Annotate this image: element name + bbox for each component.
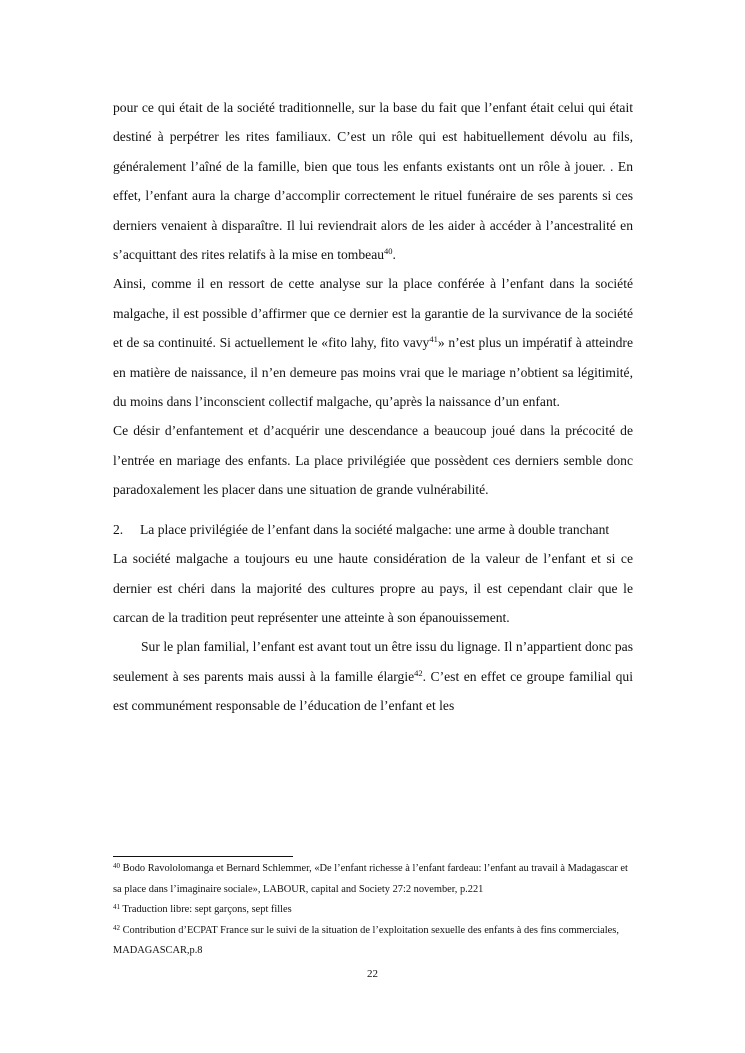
section-heading-title: La place privilégiée de l’enfant dans la société malgache: une arme à double tranchant <box>140 521 610 537</box>
footnote-number: 42 <box>113 923 120 932</box>
footnote-number: 40 <box>113 862 120 870</box>
paragraph-survivance <box>113 269 633 416</box>
footnote-number: 41 <box>113 903 120 911</box>
paragraph-survivance-text-b: » n’est plus un impératif à atteindre en matière de naissance, il n’en demeure pas moins vrai que le mariage n’obtient sa légitimité, du moins dans l’inconscient collectif malgache, qu’après la naissance d’un enfant. <box>113 335 633 410</box>
footnotes <box>113 859 633 962</box>
footnote-text: Bodo Ravololomanga et Bernard Schlemmer, «De l’enfant richesse à l’enfant fardeau: l’enfant au travail à Madagascar et sa place dans l’imaginaire sociale», LABOUR, capital and Society 27:2 november, p.221 <box>113 863 628 895</box>
footnote-41 <box>113 900 633 921</box>
paragraph-consideration: La société malgache a toujours eu une haute considération de la valeur de l’enfant et si ce dernier est chéri dans la majorité des cultures propre au pays, il est cependant clair que le carcan de la tradition peut représenter une atteinte à son épanouissement. <box>113 551 633 625</box>
footnote-text: Traduction libre: sept garçons, sept filles <box>120 904 292 915</box>
paragraph-lignage <box>113 632 633 720</box>
section-heading-number: 2. <box>113 521 124 537</box>
footnote-42 <box>113 921 633 962</box>
body-text <box>113 93 633 721</box>
section-heading <box>113 515 633 544</box>
paragraph-rites-text: pour ce qui était de la société traditionnelle, sur la base du fait que l’enfant était celui qui était destiné à perpétrer les rites familiaux. C’est un rôle qui est habituellement dévolu au fils, généralement l’aîné de la famille, bien que tous les enfants existants ont un rôle à jouer. . En effet, l’enfant aura la charge d’accomplir correctement le rituel funéraire de ses parents si ces derniers venaient à disparaître. Il lui reviendrait alors de les aider à accéder à l’ancestralité en s’acquittant des rites relatifs à la mise en tombeau <box>113 100 633 263</box>
footnote-divider <box>113 856 293 857</box>
footnote-ref-42: 42 <box>414 667 423 678</box>
paragraph-lignage-text-a: Sur le plan familial, l’enfant est avant tout un être issu du lignage. Il n’appartient donc pas seulement à ses parents mais aussi à la famille élargie <box>113 639 633 684</box>
paragraph-enfantement: Ce désir d’enfantement et d’acquérir une descendance a beaucoup joué dans la précocité de l’entrée en mariage des enfants. La place privilégiée que possèdent ces derniers semble donc paradoxalement les placer dans une situation de grande vulnérabilité. <box>113 423 633 498</box>
footnote-40 <box>113 859 633 900</box>
footnote-ref-41: 41 <box>429 334 438 345</box>
page-number: 22 <box>367 968 378 980</box>
footnote-ref-40: 40 <box>384 246 393 257</box>
paragraph-rites-end: . <box>392 247 396 263</box>
paragraph-lignage-text-b: . C’est en effet ce groupe familial qui est communément responsable de l’éducation de l’enfant et les <box>113 668 633 714</box>
paragraph-survivance-text-a: Ainsi, comme il en ressort de cette analyse sur la place conférée à l’enfant dans la société malgache, il est possible d’affirmer que ce dernier est la garantie de la survivance de la société et de sa continuité. Si actuellement le «fito lahy, fito vavy <box>113 276 633 351</box>
paragraph-rites <box>113 93 633 269</box>
footnote-text: Contribution d’ECPAT France sur le suivi de la situation de l’exploitation sexuelle des enfants à des fins commerciales, MADAGASCAR,p.8 <box>113 924 619 956</box>
